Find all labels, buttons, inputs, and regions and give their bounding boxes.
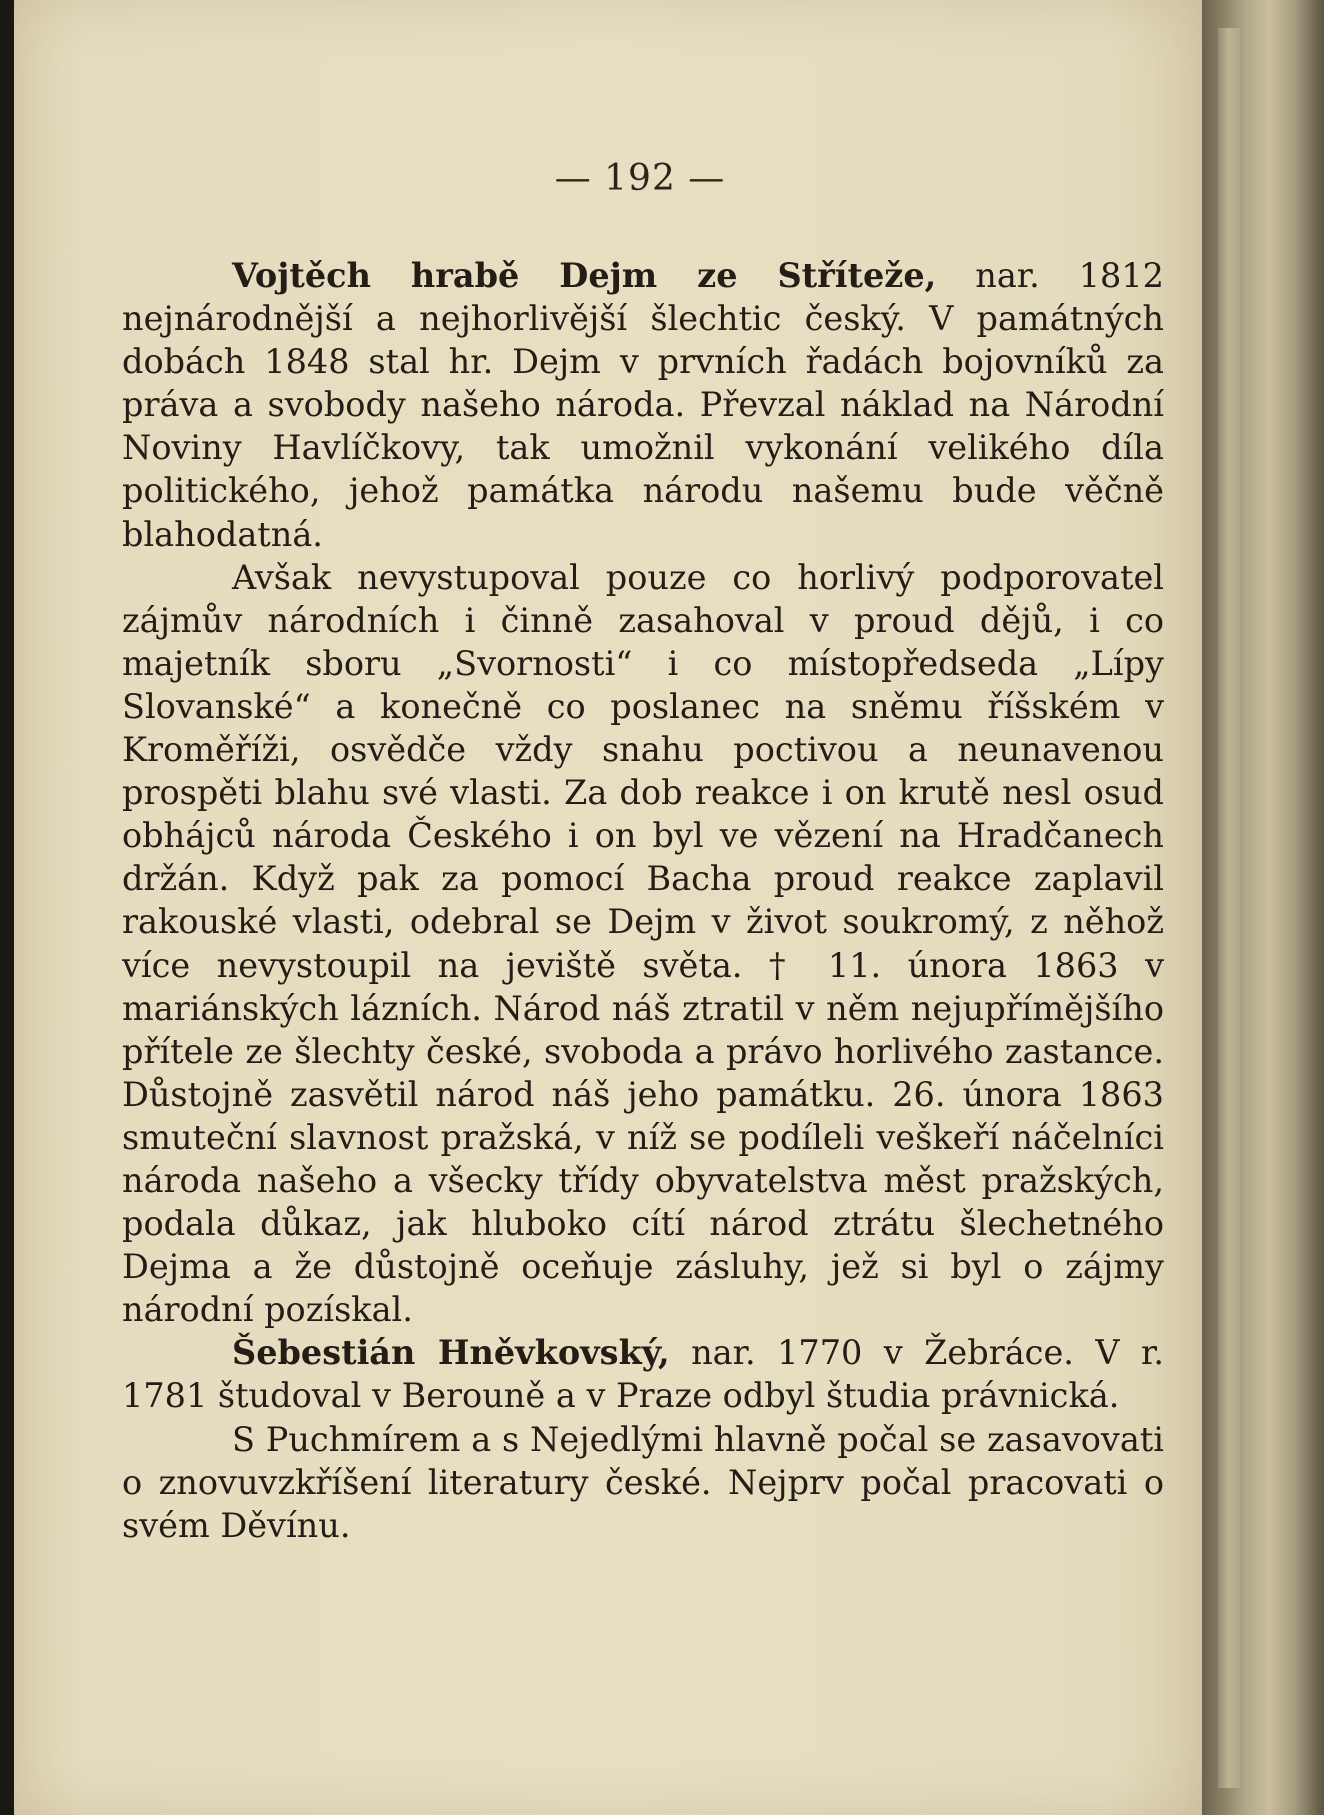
entry-hnevkovsky-paragraph-2: S Puchmírem a s Nejedlými hlavně počal se zasavovati o znovuvzkříšení literatury české. Nejprv počal pracovati o svém Děvínu. [122,1419,1164,1545]
entry-dejm-name: Vojtěch hrabě Dejm ze Stříteže, [232,256,937,295]
entry-dejm-intro [122,254,1164,556]
text-block [122,254,1164,1547]
page-number: — 192 — [554,158,726,199]
entry-dejm-paragraph-1: nar. 1812 nejnárodnější a nejhorlivější šlechtic český. V památných dobách 1848 stal hr. Dejm v prvních řadách bojovníků za práva a svobody našeho národa. Převzal náklad na Národní Noviny Havlíčkovy, tak umožnil vykonání velikého díla politického, jehož památka národu našemu bude věčně blahodatná. [122,256,1164,554]
entry-hnevkovsky-name: Šebestián Hněvkovský, [232,1333,670,1373]
entry-hnevkovsky-intro [122,1331,1164,1417]
entry-hnevkovsky-paragraph-1: nar. 1770 v Žebráce. V r. 1781 študoval v Berouně a v Praze odbyl študia právnická. [122,1333,1164,1416]
book-spine-edge [1218,28,1240,1788]
entry-dejm-paragraph-2: Avšak nevystupoval pouze co horlivý podporovatel zájmův národních i činně zasahoval v proud dějů, i co majetník sboru „Svornosti“ i co místopředseda „Lípy Slovanské“ a konečně co poslanec na sněmu říšském v Kroměříži, osvědče vždy snahu poctivou a neunavenou prospěti blahu své vlasti. Za dob reakce i on krutě nesl osud obhájců národa Českého i on byl ve vězení na Hradčanech držán. Když pak za pomocí Bacha proud reakce zaplavil rakouské vlasti, odebral se Dejm v život soukromý, z něhož více nevystoupil na jeviště světa. † 11. února 1863 v mariánských lázních. Národ náš ztratil v něm nejupřímějšího přítele ze šlechty české, svoboda a právo horlivého zastance. Důstojně zasvětil národ náš jeho památku. 26. února 1863 smuteční slavnost pražská, v níž se podíleli veškeří náčelníci národa našeho a všecky třídy obyvatelstva měst pražských, podala důkaz, jak hluboko cítí národ ztrátu šlechetného Dejma a že důstojně oceňuje zásluhy, jež si byl o zájmy národní pozískal. [122,557,1164,1330]
